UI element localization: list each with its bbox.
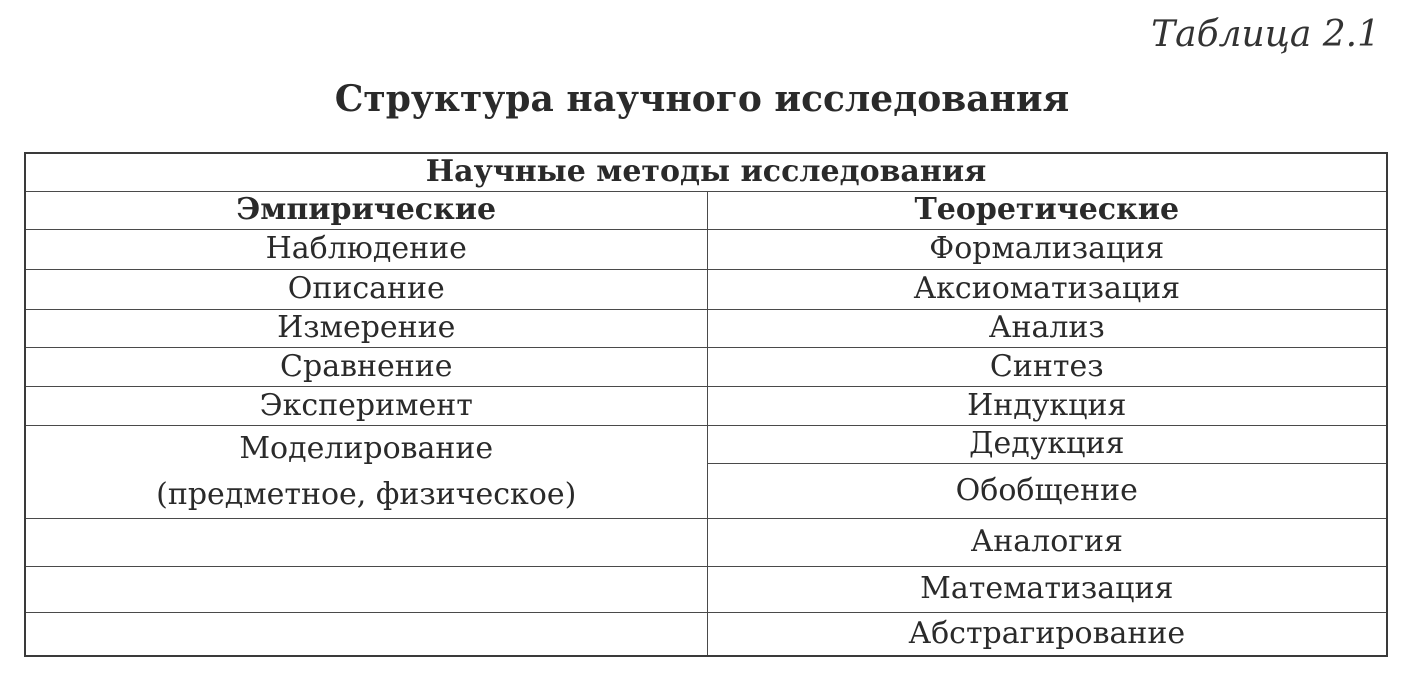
methods-table bbox=[24, 152, 1388, 657]
theoretical-cell: Анализ bbox=[707, 309, 1387, 347]
theoretical-cell: Индукция bbox=[707, 386, 1387, 425]
theoretical-cell: Аксиоматизация bbox=[707, 269, 1387, 309]
table-row bbox=[25, 425, 1387, 464]
empirical-cell: Измерение bbox=[25, 309, 707, 347]
table-row bbox=[25, 386, 1387, 425]
table-row bbox=[25, 612, 1387, 656]
main-header-cell: Научные методы исследования bbox=[25, 153, 1387, 191]
column-header-theoretical: Теоретические bbox=[707, 191, 1387, 229]
empirical-cell: Описание bbox=[25, 269, 707, 309]
theoretical-cell: Обобщение bbox=[707, 464, 1387, 518]
table-row bbox=[25, 347, 1387, 386]
empirical-empty-cell bbox=[25, 612, 707, 656]
theoretical-cell: Абстрагирование bbox=[707, 612, 1387, 656]
theoretical-cell: Аналогия bbox=[707, 518, 1387, 566]
table-row bbox=[25, 518, 1387, 566]
table-row bbox=[25, 229, 1387, 269]
table-row bbox=[25, 269, 1387, 309]
modeling-label: Моделирование bbox=[239, 430, 494, 466]
empirical-cell: Наблюдение bbox=[25, 229, 707, 269]
empirical-empty-cell bbox=[25, 518, 707, 566]
theoretical-cell: Формализация bbox=[707, 229, 1387, 269]
empirical-cell: Эксперимент bbox=[25, 386, 707, 425]
table-row bbox=[25, 153, 1387, 191]
table-number: Таблица 2.1 bbox=[1151, 14, 1380, 55]
theoretical-cell: Синтез bbox=[707, 347, 1387, 386]
table-title: Структура научного исследования bbox=[334, 78, 1070, 120]
theoretical-cell: Математизация bbox=[707, 566, 1387, 612]
modeling-note: (предметное, физическое) bbox=[156, 476, 577, 512]
column-header-empirical: Эмпирические bbox=[25, 191, 707, 229]
table-row bbox=[25, 191, 1387, 229]
table-row bbox=[25, 566, 1387, 612]
theoretical-cell: Дедукция bbox=[707, 425, 1387, 464]
empirical-modeling-cell bbox=[25, 425, 707, 518]
empirical-empty-cell bbox=[25, 566, 707, 612]
table-row bbox=[25, 309, 1387, 347]
empirical-cell: Сравнение bbox=[25, 347, 707, 386]
